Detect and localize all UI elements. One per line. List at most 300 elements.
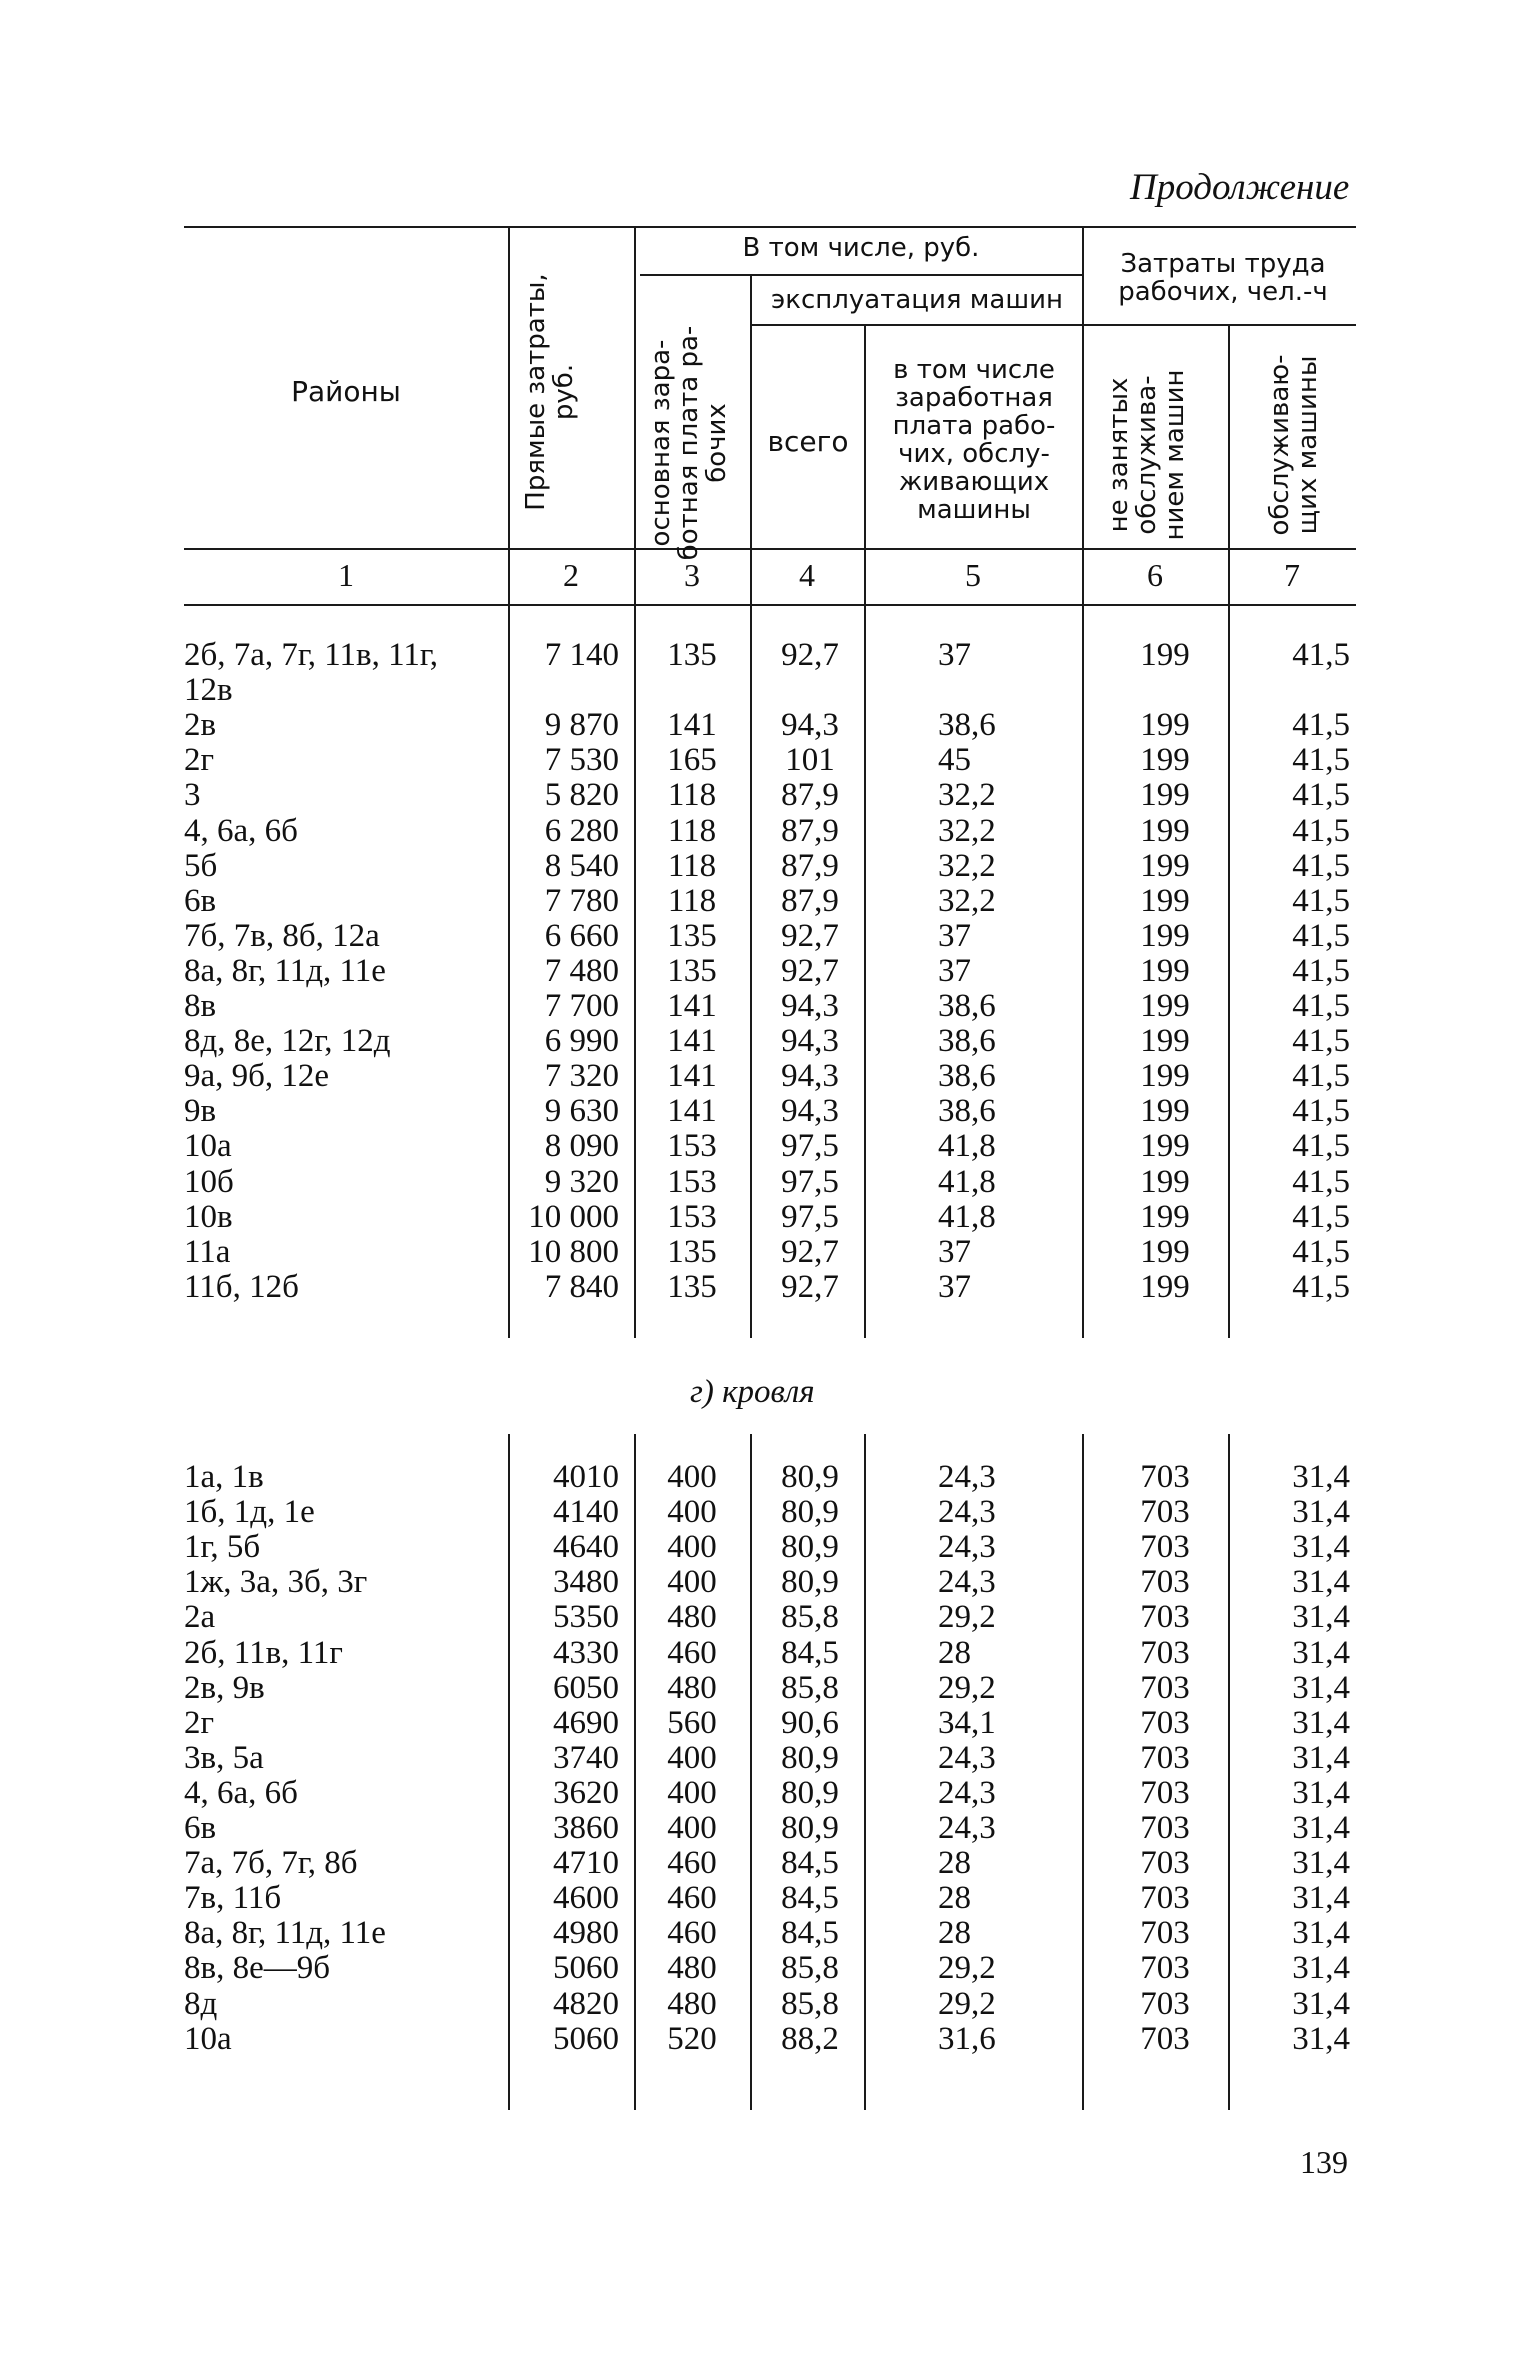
machine-wage-cell: 38,6 (938, 1023, 996, 1060)
direct-cost-cell: 3860 (553, 1810, 619, 1846)
header-base-wage: основная зара-ботная плата ра-бочих (646, 325, 732, 561)
labor-costs-rule (1082, 324, 1356, 326)
labor-not-machine-cell: 703 (1140, 1915, 1190, 1952)
base-wage-cell: 153 (667, 1163, 717, 1200)
direct-cost-cell: 5060 (553, 2020, 619, 2057)
labor-machine-cell: 41,5 (1292, 1233, 1350, 1270)
direct-cost-cell: 3480 (553, 1564, 619, 1601)
base-wage-cell: 480 (667, 1950, 717, 1987)
labor-machine-cell: 31,4 (1292, 1950, 1350, 1987)
labor-machine-cell: 41,5 (1292, 1093, 1350, 1130)
machine-total-cell: 84,5 (781, 1634, 839, 1671)
labor-not-machine-cell: 703 (1140, 1459, 1190, 1495)
machine-wage-cell: 24,3 (938, 1810, 996, 1846)
machine-total-cell: 84,5 (781, 1880, 839, 1917)
region-cell: 12в (184, 672, 233, 709)
region-cell: 1г, 5б (184, 1529, 261, 1566)
base-wage-cell: 400 (667, 1739, 717, 1776)
base-wage-cell: 141 (667, 988, 717, 1024)
base-wage-cell: 135 (667, 952, 717, 989)
table-row (0, 1951, 1536, 1986)
machine-wage-cell: 37 (938, 952, 971, 989)
labor-not-machine-cell: 199 (1140, 1128, 1190, 1165)
machine-total-cell: 80,9 (781, 1564, 839, 1601)
machine-total-cell: 101 (785, 742, 835, 779)
table-row (0, 1881, 1536, 1916)
labor-not-machine-cell: 199 (1140, 1233, 1190, 1270)
machine-wage-cell: 28 (938, 1634, 971, 1671)
machine-wage-cell: 37 (938, 1268, 971, 1305)
direct-cost-cell: 6 280 (544, 812, 619, 849)
header-vline-5 (1082, 226, 1084, 604)
table-row (0, 1530, 1536, 1565)
labor-machine-cell: 41,5 (1292, 1058, 1350, 1095)
direct-cost-cell: 5060 (553, 1950, 619, 1987)
table-row (0, 849, 1536, 884)
table-row (0, 1706, 1536, 1741)
machine-wage-cell: 29,2 (938, 1599, 996, 1636)
region-cell: 7в, 11б (184, 1880, 282, 1917)
labor-machine-cell: 41,5 (1292, 707, 1350, 744)
base-wage-cell: 141 (667, 707, 717, 744)
direct-cost-cell: 4820 (553, 1985, 619, 2022)
machine-ops-rule (750, 324, 1082, 326)
machine-total-cell: 80,9 (781, 1739, 839, 1776)
labor-not-machine-cell: 703 (1140, 1599, 1190, 1636)
region-cell: 1а, 1в (184, 1459, 264, 1495)
labor-machine-cell: 31,4 (1292, 1634, 1350, 1671)
table-row (0, 954, 1536, 989)
labor-machine-cell: 41,5 (1292, 742, 1350, 779)
base-wage-cell: 400 (667, 1564, 717, 1601)
machine-wage-cell: 29,2 (938, 1985, 996, 2022)
labor-not-machine-cell: 199 (1140, 1093, 1190, 1130)
direct-cost-cell: 7 320 (544, 1058, 619, 1095)
machine-wage-cell: 28 (938, 1915, 971, 1952)
base-wage-cell: 118 (667, 882, 717, 919)
machine-total-cell: 80,9 (781, 1810, 839, 1846)
base-wage-cell: 480 (667, 1599, 717, 1636)
table-row (0, 1094, 1536, 1129)
page-number: 139 (1300, 2144, 1348, 2180)
machine-total-cell: 80,9 (781, 1774, 839, 1811)
table-row (0, 743, 1536, 778)
labor-machine-cell: 31,4 (1292, 2020, 1350, 2057)
labor-not-machine-cell: 703 (1140, 1774, 1190, 1811)
direct-cost-cell: 4010 (553, 1459, 619, 1495)
labor-not-machine-cell: 199 (1140, 1023, 1190, 1060)
labor-machine-cell: 31,4 (1292, 1599, 1350, 1636)
region-cell: 4, 6а, 6б (184, 1774, 298, 1811)
table-row (0, 1741, 1536, 1776)
region-cell: 2в (184, 707, 217, 744)
labor-machine-cell: 41,5 (1292, 952, 1350, 989)
base-wage-cell: 153 (667, 1198, 717, 1235)
machine-total-cell: 80,9 (781, 1459, 839, 1495)
labor-not-machine-cell: 703 (1140, 1564, 1190, 1601)
machine-wage-cell: 34,1 (938, 1704, 996, 1741)
header-region: Районы (291, 375, 401, 408)
region-cell: 3 (184, 777, 201, 814)
labor-not-machine-cell: 199 (1140, 777, 1190, 814)
table-row (0, 1565, 1536, 1600)
table-row (0, 1495, 1536, 1530)
labor-not-machine-cell: 703 (1140, 1669, 1190, 1706)
labor-machine-cell: 41,5 (1292, 847, 1350, 884)
header-total: всего (767, 425, 849, 458)
labor-not-machine-cell: 703 (1140, 1634, 1190, 1671)
machine-wage-cell: 37 (938, 637, 971, 673)
table-row (0, 1636, 1536, 1671)
machine-wage-cell: 37 (938, 917, 971, 954)
colnum-bottom-rule (184, 604, 1356, 606)
table-row (0, 1987, 1536, 2022)
base-wage-cell: 400 (667, 1810, 717, 1846)
labor-not-machine-cell: 703 (1140, 1704, 1190, 1741)
labor-not-machine-cell: 199 (1140, 637, 1190, 673)
direct-cost-cell: 7 480 (544, 952, 619, 989)
machine-total-cell: 92,7 (781, 1233, 839, 1270)
labor-machine-cell: 31,4 (1292, 1529, 1350, 1566)
labor-machine-cell: 41,5 (1292, 1128, 1350, 1165)
machine-wage-cell: 32,2 (938, 882, 996, 919)
section-title: г) кровля (690, 1374, 815, 1410)
colnum-2: 2 (563, 557, 579, 593)
machine-total-cell: 97,5 (781, 1163, 839, 1200)
labor-not-machine-cell: 199 (1140, 1058, 1190, 1095)
base-wage-cell: 480 (667, 1669, 717, 1706)
labor-machine-cell: 41,5 (1292, 1268, 1350, 1305)
direct-cost-cell: 4330 (553, 1634, 619, 1671)
base-wage-cell: 460 (667, 1845, 717, 1882)
base-wage-cell: 118 (667, 812, 717, 849)
table-row (0, 1776, 1536, 1811)
region-cell: 6в (184, 882, 217, 919)
machine-wage-cell: 24,3 (938, 1774, 996, 1811)
labor-not-machine-cell: 703 (1140, 1985, 1190, 2022)
base-wage-cell: 141 (667, 1023, 717, 1060)
header-incl-wage: в том числе заработная плата рабо-чих, обслу-живающих машины (892, 355, 1056, 525)
direct-cost-cell: 10 800 (528, 1233, 619, 1270)
table-row (0, 1024, 1536, 1059)
machine-total-cell: 88,2 (781, 2020, 839, 2057)
table-row (0, 778, 1536, 813)
machine-total-cell: 94,3 (781, 707, 839, 744)
direct-cost-cell: 9 870 (544, 707, 619, 744)
base-wage-cell: 135 (667, 637, 717, 673)
table-row (0, 919, 1536, 954)
labor-not-machine-cell: 199 (1140, 988, 1190, 1024)
header-machine-workers: обслуживаю-щих машины (1265, 354, 1323, 536)
region-cell: 2б, 7а, 7г, 11в, 11г, (184, 637, 438, 673)
table-row (0, 1129, 1536, 1164)
region-cell: 9в (184, 1093, 217, 1130)
machine-total-cell: 80,9 (781, 1529, 839, 1566)
table-row (0, 1811, 1536, 1846)
machine-total-cell: 84,5 (781, 1915, 839, 1952)
table-row (0, 673, 1536, 708)
colnum-6: 6 (1147, 557, 1163, 593)
table-row (0, 1200, 1536, 1235)
labor-not-machine-cell: 703 (1140, 1529, 1190, 1566)
machine-wage-cell: 32,2 (938, 777, 996, 814)
region-cell: 7б, 7в, 8б, 12а (184, 917, 380, 954)
labor-not-machine-cell: 703 (1140, 1880, 1190, 1917)
continuation-label: Продолжение (1130, 167, 1350, 208)
colnum-1: 1 (338, 557, 354, 593)
base-wage-cell: 460 (667, 1634, 717, 1671)
base-wage-cell: 460 (667, 1915, 717, 1952)
region-cell: 5б (184, 847, 218, 884)
labor-machine-cell: 41,5 (1292, 777, 1350, 814)
region-cell: 1б, 1д, 1е (184, 1494, 315, 1531)
region-cell: 8а, 8г, 11д, 11е (184, 952, 386, 989)
direct-cost-cell: 5 820 (544, 777, 619, 814)
region-cell: 2г (184, 1704, 215, 1741)
labor-not-machine-cell: 703 (1140, 1739, 1190, 1776)
base-wage-cell: 400 (667, 1459, 717, 1495)
direct-cost-cell: 6 660 (544, 917, 619, 954)
machine-wage-cell: 29,2 (938, 1669, 996, 1706)
direct-cost-cell: 7 140 (544, 637, 619, 673)
labor-not-machine-cell: 199 (1140, 812, 1190, 849)
table-row (0, 989, 1536, 1024)
machine-wage-cell: 38,6 (938, 1058, 996, 1095)
direct-cost-cell: 6050 (553, 1669, 619, 1706)
machine-wage-cell: 24,3 (938, 1529, 996, 1566)
machine-total-cell: 92,7 (781, 637, 839, 673)
machine-total-cell: 94,3 (781, 1023, 839, 1060)
header-labor-costs: Затраты труда рабочих, чел.-ч (1118, 249, 1328, 307)
base-wage-cell: 480 (667, 1985, 717, 2022)
direct-cost-cell: 10 000 (528, 1198, 619, 1235)
labor-machine-cell: 41,5 (1292, 637, 1350, 673)
labor-not-machine-cell: 199 (1140, 952, 1190, 989)
region-cell: 8в (184, 988, 217, 1024)
direct-cost-cell: 8 090 (544, 1128, 619, 1165)
labor-not-machine-cell: 199 (1140, 1198, 1190, 1235)
machine-total-cell: 80,9 (781, 1494, 839, 1531)
machine-total-cell: 87,9 (781, 777, 839, 814)
region-cell: 8в, 8е—9б (184, 1950, 331, 1987)
machine-total-cell: 87,9 (781, 882, 839, 919)
machine-wage-cell: 38,6 (938, 707, 996, 744)
table-row (0, 1270, 1536, 1305)
labor-machine-cell: 41,5 (1292, 1198, 1350, 1235)
region-cell: 7а, 7б, 7г, 8б (184, 1845, 358, 1882)
machine-total-cell: 87,9 (781, 812, 839, 849)
header-vline-2 (634, 226, 636, 604)
machine-wage-cell: 24,3 (938, 1494, 996, 1531)
labor-not-machine-cell: 199 (1140, 742, 1190, 779)
base-wage-cell: 400 (667, 1494, 717, 1531)
labor-not-machine-cell: 199 (1140, 1268, 1190, 1305)
machine-wage-cell: 24,3 (938, 1739, 996, 1776)
region-cell: 9а, 9б, 12е (184, 1058, 330, 1095)
direct-cost-cell: 7 780 (544, 882, 619, 919)
base-wage-cell: 118 (667, 847, 717, 884)
labor-machine-cell: 31,4 (1292, 1845, 1350, 1882)
labor-not-machine-cell: 199 (1140, 707, 1190, 744)
region-cell: 8д, 8е, 12г, 12д (184, 1023, 391, 1060)
base-wage-cell: 118 (667, 777, 717, 814)
machine-wage-cell: 28 (938, 1845, 971, 1882)
machine-wage-cell: 41,8 (938, 1163, 996, 1200)
labor-machine-cell: 31,4 (1292, 1985, 1350, 2022)
region-cell: 8а, 8г, 11д, 11е (184, 1915, 386, 1952)
base-wage-cell: 135 (667, 917, 717, 954)
direct-cost-cell: 4980 (553, 1915, 619, 1952)
machine-wage-cell: 41,8 (938, 1198, 996, 1235)
table-row (0, 884, 1536, 919)
machine-total-cell: 94,3 (781, 988, 839, 1024)
labor-machine-cell: 41,5 (1292, 1023, 1350, 1060)
direct-cost-cell: 9 630 (544, 1093, 619, 1130)
header-not-machine: не занятых обслужива-нием машин (1104, 369, 1190, 541)
region-cell: 2в, 9в (184, 1669, 265, 1706)
direct-cost-cell: 4140 (553, 1494, 619, 1531)
labor-machine-cell: 41,5 (1292, 1163, 1350, 1200)
labor-not-machine-cell: 703 (1140, 1494, 1190, 1531)
labor-machine-cell: 31,4 (1292, 1915, 1350, 1952)
direct-cost-cell: 6 990 (544, 1023, 619, 1060)
colnum-5: 5 (965, 557, 981, 593)
machine-total-cell: 92,7 (781, 1268, 839, 1305)
colnum-7: 7 (1284, 557, 1300, 593)
machine-total-cell: 97,5 (781, 1198, 839, 1235)
direct-cost-cell: 4690 (553, 1704, 619, 1741)
region-cell: 10а (184, 2020, 232, 2057)
region-cell: 3в, 5а (184, 1739, 264, 1776)
machine-wage-cell: 32,2 (938, 812, 996, 849)
table-row (0, 1165, 1536, 1200)
header-direct-costs: Прямые затраты, руб. (521, 273, 579, 511)
machine-total-cell: 85,8 (781, 1985, 839, 2022)
machine-wage-cell: 24,3 (938, 1459, 996, 1495)
region-cell: 11а (184, 1233, 231, 1270)
machine-total-cell: 85,8 (781, 1950, 839, 1987)
table-row (0, 1846, 1536, 1881)
base-wage-cell: 520 (667, 2020, 717, 2057)
machine-total-cell: 92,7 (781, 917, 839, 954)
labor-not-machine-cell: 199 (1140, 917, 1190, 954)
labor-machine-cell: 31,4 (1292, 1459, 1350, 1495)
incl-rub-rule (640, 274, 1082, 276)
table-row (0, 1600, 1536, 1635)
direct-cost-cell: 5350 (553, 1599, 619, 1636)
labor-not-machine-cell: 199 (1140, 847, 1190, 884)
labor-machine-cell: 31,4 (1292, 1669, 1350, 1706)
labor-machine-cell: 41,5 (1292, 882, 1350, 919)
direct-cost-cell: 3620 (553, 1774, 619, 1811)
machine-wage-cell: 41,8 (938, 1128, 996, 1165)
machine-wage-cell: 45 (938, 742, 971, 779)
table-row (0, 708, 1536, 743)
labor-machine-cell: 31,4 (1292, 1774, 1350, 1811)
machine-total-cell: 87,9 (781, 847, 839, 884)
table-row (0, 1460, 1536, 1495)
machine-total-cell: 92,7 (781, 952, 839, 989)
direct-cost-cell: 4600 (553, 1880, 619, 1917)
region-cell: 2а (184, 1599, 216, 1636)
base-wage-cell: 460 (667, 1880, 717, 1917)
direct-cost-cell: 7 840 (544, 1268, 619, 1305)
region-cell: 11б, 12б (184, 1268, 299, 1305)
colnum-4: 4 (799, 557, 815, 593)
labor-not-machine-cell: 199 (1140, 882, 1190, 919)
labor-machine-cell: 31,4 (1292, 1739, 1350, 1776)
base-wage-cell: 400 (667, 1774, 717, 1811)
machine-wage-cell: 32,2 (938, 847, 996, 884)
labor-machine-cell: 41,5 (1292, 988, 1350, 1024)
direct-cost-cell: 4710 (553, 1845, 619, 1882)
region-cell: 6в (184, 1810, 217, 1846)
region-cell: 2г (184, 742, 215, 779)
base-wage-cell: 400 (667, 1529, 717, 1566)
direct-cost-cell: 9 320 (544, 1163, 619, 1200)
header-incl-rub: В том числе, руб. (742, 233, 980, 263)
base-wage-cell: 135 (667, 1268, 717, 1305)
labor-not-machine-cell: 703 (1140, 1950, 1190, 1987)
header-vline-1 (508, 226, 510, 604)
base-wage-cell: 141 (667, 1093, 717, 1130)
machine-wage-cell: 24,3 (938, 1564, 996, 1601)
labor-machine-cell: 31,4 (1292, 1810, 1350, 1846)
labor-machine-cell: 41,5 (1292, 917, 1350, 954)
labor-not-machine-cell: 199 (1140, 1163, 1190, 1200)
machine-wage-cell: 29,2 (938, 1950, 996, 1987)
direct-cost-cell: 4640 (553, 1529, 619, 1566)
direct-cost-cell: 7 530 (544, 742, 619, 779)
header-machine-ops: эксплуатация машин (770, 285, 1064, 315)
machine-total-cell: 97,5 (781, 1128, 839, 1165)
direct-cost-cell: 3740 (553, 1739, 619, 1776)
machine-wage-cell: 31,6 (938, 2020, 996, 2057)
region-cell: 10а (184, 1128, 232, 1165)
table-row (0, 1671, 1536, 1706)
table-row (0, 2022, 1536, 2057)
direct-cost-cell: 7 700 (544, 988, 619, 1024)
direct-cost-cell: 8 540 (544, 847, 619, 884)
machine-total-cell: 85,8 (781, 1599, 839, 1636)
labor-machine-cell: 41,5 (1292, 812, 1350, 849)
machine-total-cell: 94,3 (781, 1058, 839, 1095)
table-row (0, 814, 1536, 849)
base-wage-cell: 560 (667, 1704, 717, 1741)
labor-machine-cell: 31,4 (1292, 1564, 1350, 1601)
base-wage-cell: 165 (667, 742, 717, 779)
region-cell: 2б, 11в, 11г (184, 1634, 343, 1671)
region-cell: 8д (184, 1985, 218, 2022)
machine-total-cell: 84,5 (781, 1845, 839, 1882)
machine-wage-cell: 38,6 (938, 988, 996, 1024)
labor-machine-cell: 31,4 (1292, 1494, 1350, 1531)
machine-total-cell: 94,3 (781, 1093, 839, 1130)
region-cell: 10в (184, 1198, 233, 1235)
labor-machine-cell: 31,4 (1292, 1880, 1350, 1917)
header-top-rule (184, 226, 1356, 228)
colnum-3: 3 (684, 557, 700, 593)
machine-wage-cell: 37 (938, 1233, 971, 1270)
base-wage-cell: 141 (667, 1058, 717, 1095)
table-row (0, 1916, 1536, 1951)
machine-wage-cell: 28 (938, 1880, 971, 1917)
base-wage-cell: 153 (667, 1128, 717, 1165)
machine-total-cell: 85,8 (781, 1669, 839, 1706)
labor-not-machine-cell: 703 (1140, 1845, 1190, 1882)
region-cell: 1ж, 3а, 3б, 3г (184, 1564, 368, 1601)
region-cell: 4, 6а, 6б (184, 812, 298, 849)
